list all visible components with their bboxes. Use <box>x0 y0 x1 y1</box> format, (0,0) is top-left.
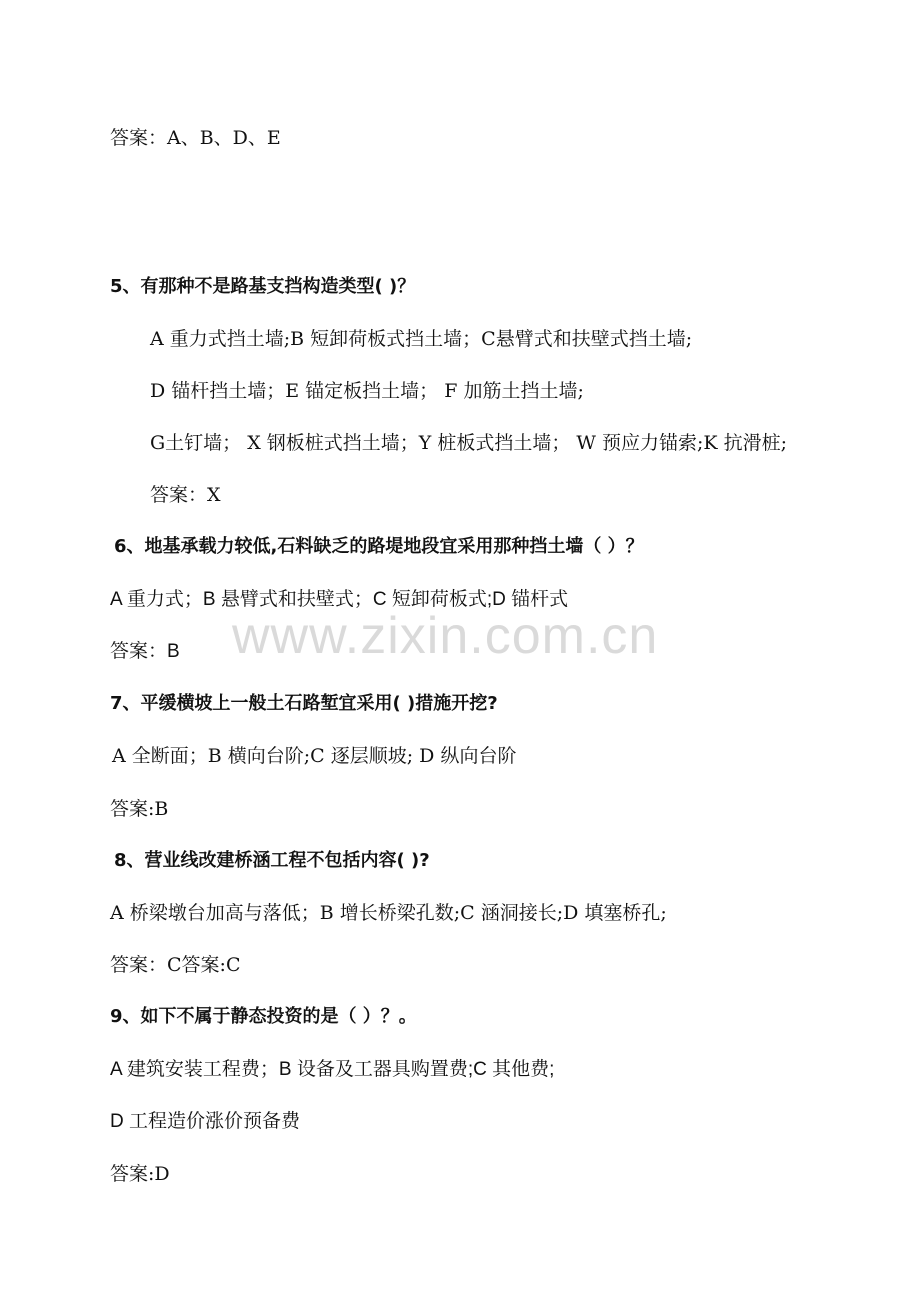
watermark: www.zixin.com.cn <box>232 607 659 665</box>
question-8-answer: 答案：C答案:C <box>110 954 241 976</box>
question-9: 9、如下不属于静态投资的是（ ）？。 <box>110 1006 417 1027</box>
answer-line: 答案：A、B、D、E <box>110 127 281 149</box>
question-7-answer: 答案:B <box>110 798 169 820</box>
question-6-options: A 重力式；B 悬臂式和扶壁式；C 短卸荷板式;D 锚杆式 <box>110 589 569 610</box>
question-5-options-line-2: D 锚杆挡土墙；E 锚定板挡土墙； F 加筋土挡土墙; <box>150 380 584 402</box>
question-6-answer: 答案：B <box>110 641 180 662</box>
question-7-options: A 全断面；B 横向台阶;C 逐层顺坡; D 纵向台阶 <box>112 745 517 767</box>
question-8-options: A 桥梁墩台加高与落低；B 增长桥梁孔数;C 涵洞接长;D 填塞桥孔; <box>110 902 667 924</box>
question-5-options-line-3: G土钉墙； X 钢板桩式挡土墙；Y 桩板式挡土墙； W 预应力锚索;K 抗滑桩; <box>150 432 788 454</box>
question-5-options-line-1: A 重力式挡土墙;B 短卸荷板式挡土墙；C悬臂式和扶壁式挡土墙; <box>150 328 693 350</box>
question-9-options-line-2: D 工程造价涨价预备费 <box>110 1111 301 1132</box>
question-9-answer: 答案:D <box>110 1163 170 1185</box>
question-8: 8、营业线改建桥涵工程不包括内容( )? <box>114 850 430 871</box>
question-9-options-line-1: A 建筑安装工程费；B 设备及工器具购置费;C 其他费; <box>110 1059 555 1080</box>
question-5-answer: 答案：X <box>150 484 221 506</box>
question-5: 5、有那种不是路基支挡构造类型( )？ <box>110 276 416 297</box>
question-7: 7、平缓横坡上一般土石路堑宜采用( )措施开挖? <box>110 693 498 714</box>
question-6: 6、地基承载力较低,石料缺乏的路堤地段宜采用那种挡土墙（ ）？ <box>114 536 644 557</box>
